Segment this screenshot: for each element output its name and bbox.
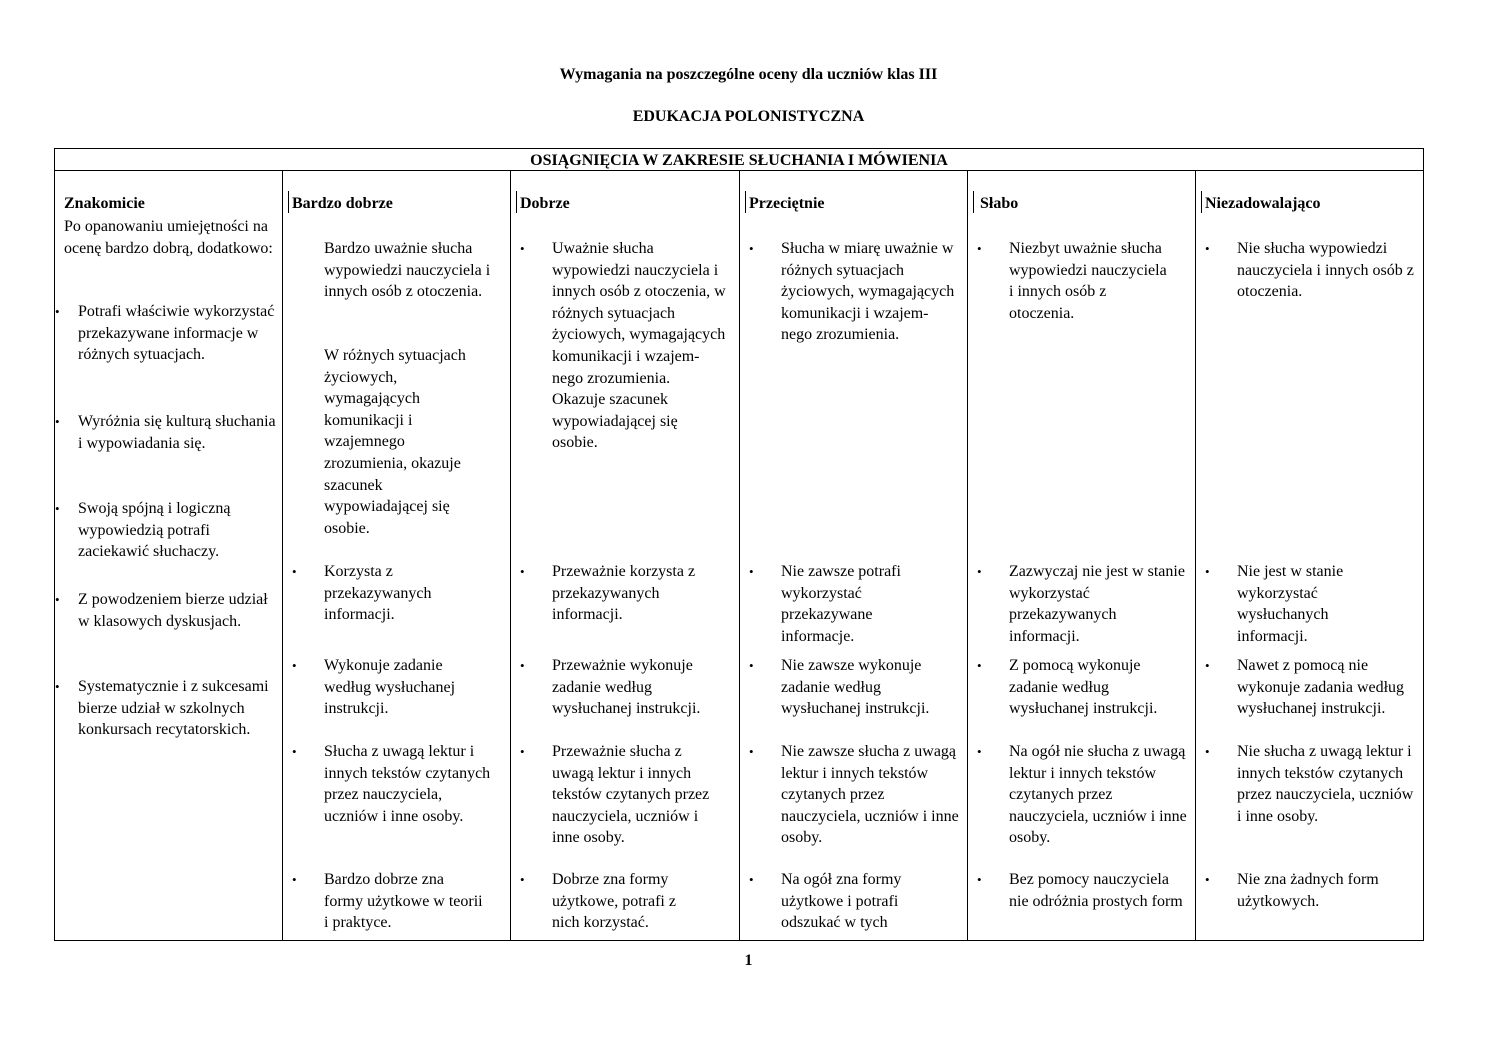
- column-divider: [739, 170, 740, 940]
- list-item: [1205, 869, 1417, 912]
- item-text: Niezbyt uważnie słucha wypowiedzi nauczyciela i innych osób z otoczenia.: [1009, 240, 1167, 322]
- item-text: Potrafi właściwie wykorzystać przekazywane informacje w różnych sytuacjach.: [78, 303, 275, 364]
- item-text: Systematycznie i z sukcesami bierze udział w szkolnych konkursach recytatorskich.: [78, 678, 269, 739]
- document-title: Wymagania na poszczególne oceny dla uczniów klas III: [559, 66, 938, 83]
- bullet: •: [1205, 872, 1210, 887]
- list-item: [520, 655, 732, 720]
- list-item: [292, 345, 504, 539]
- header-tick: [973, 191, 974, 213]
- bullet: •: [1205, 241, 1210, 256]
- item-text: Wykonuje zadanie według wysłuchanej instrukcji.: [324, 657, 456, 718]
- bullet: •: [749, 564, 754, 579]
- item-text: Wyróżnia się kulturą słuchania i wypowiadania się.: [78, 413, 276, 452]
- section-title: OSIĄGNIĘCIA W ZAKRESIE SŁUCHANIA I MÓWIENIA: [530, 152, 948, 169]
- item-text: Nie jest w stanie wykorzystać wysłuchanych informacji.: [1237, 563, 1344, 645]
- list-item: [977, 561, 1189, 647]
- column-header-znakomicie: Znakomicie: [64, 195, 145, 212]
- bullet: •: [55, 414, 60, 429]
- bullet: •: [1205, 744, 1210, 759]
- bullet: •: [55, 679, 60, 694]
- header-tick: [516, 191, 517, 213]
- item-text: Na ogół nie słucha z uwagą lektur i innych tekstów czytanych przez nauczyciela, uczniów i inne osoby.: [1009, 743, 1187, 847]
- bullet: •: [55, 592, 60, 607]
- column-header-slabo: Słabo: [980, 195, 1019, 212]
- bullet: •: [292, 744, 297, 759]
- item-text: Nie zawsze potrafi wykorzystać przekazywane informacje.: [781, 563, 901, 645]
- header-tick: [745, 191, 746, 213]
- bullet: •: [292, 564, 297, 579]
- intro-text: Po opanowaniu umiejętności na ocenę bardzo dobrą, dodatkowo:: [64, 218, 273, 257]
- bullet: •: [520, 564, 525, 579]
- item-text: Przeważnie wykonuje zadanie według wysłuchanej instrukcji.: [552, 657, 701, 718]
- list-item: [520, 561, 732, 626]
- item-text: Z powodzeniem bierze udział w klasowych dyskusjach.: [78, 591, 268, 630]
- item-text: Nie zawsze słucha z uwagą lektur i innych tekstów czytanych przez nauczyciela, uczniów i inne osoby.: [781, 743, 959, 847]
- list-item: [977, 655, 1189, 720]
- list-item: [977, 238, 1189, 324]
- list-item: [292, 741, 504, 827]
- list-item: [977, 869, 1189, 912]
- list-item: [55, 676, 277, 741]
- bullet: •: [977, 658, 982, 673]
- item-text: Słucha w miarę uważnie w różnych sytuacjach życiowych, wymagających komunikacji i wzajem-nego zrozumienia.: [781, 240, 955, 344]
- item-text: Bardzo dobrze zna formy użytkowe w teorii i praktyce.: [324, 871, 483, 932]
- subject-title: EDUKACJA POLONISTYCZNA: [632, 108, 865, 125]
- list-item: [977, 741, 1189, 849]
- item-text: Nie zawsze wykonuje zadanie według wysłuchanej instrukcji.: [781, 657, 930, 718]
- list-item: [55, 589, 277, 632]
- bullet: •: [977, 241, 982, 256]
- list-item: [749, 238, 961, 346]
- requirements-table: [54, 148, 1424, 941]
- list-item: [520, 741, 732, 849]
- list-item: [292, 869, 504, 934]
- column-divider: [967, 170, 968, 940]
- bullet: •: [749, 872, 754, 887]
- item-text: Nie słucha wypowiedzi nauczyciela i innych osób z otoczenia.: [1237, 240, 1414, 301]
- item-text: Bardzo uważnie słucha wypowiedzi nauczyciela i innych osób z otoczenia.: [324, 240, 491, 301]
- bullet: •: [55, 304, 60, 319]
- bullet: •: [520, 872, 525, 887]
- bullet: •: [1205, 564, 1210, 579]
- bullet: •: [977, 744, 982, 759]
- item-text: Przeważnie słucha z uwagą lektur i innych tekstów czytanych przez nauczyciela, uczniów i inne osoby.: [552, 743, 710, 847]
- column-header-niezadowalajaco: Niezadowalająco: [1205, 195, 1321, 212]
- bullet: •: [1205, 658, 1210, 673]
- bullet: •: [55, 501, 60, 516]
- column-divider: [282, 170, 283, 940]
- bullet: •: [292, 658, 297, 673]
- list-item: [749, 869, 961, 934]
- list-item: [292, 655, 504, 720]
- item-text: Nie słucha z uwagą lektur i innych tekstów czytanych przez nauczyciela, uczniów i inne osoby.: [1237, 743, 1414, 825]
- bullet: •: [749, 744, 754, 759]
- column-divider: [1195, 170, 1196, 940]
- bullet: •: [977, 872, 982, 887]
- item-text: Na ogół zna formy użytkowe i potrafi odszukać w tych: [781, 871, 902, 932]
- item-text: Uważnie słucha wypowiedzi nauczyciela i innych osób z otoczenia, w różnych sytuacjach życiowych, wymagających komunikacji i wzajem-nego zrozumienia. Okazuje szacunek wypowiadającej się osobie.: [552, 240, 726, 452]
- header-tick: [1201, 191, 1202, 213]
- header-tick: [288, 191, 289, 213]
- item-text: Słucha z uwagą lektur i innych tekstów czytanych przez nauczyciela, uczniów i inne osoby.: [324, 743, 491, 825]
- list-item: [520, 869, 732, 934]
- list-item: [1205, 741, 1417, 827]
- bullet: •: [977, 564, 982, 579]
- list-item: [1205, 561, 1417, 647]
- list-item: [55, 301, 277, 366]
- bullet: •: [520, 658, 525, 673]
- list-item: [749, 561, 961, 647]
- item-text: Nawet z pomocą nie wykonuje zadania według wysłuchanej instrukcji.: [1237, 657, 1405, 718]
- bullet: •: [520, 744, 525, 759]
- item-text: W różnych sytuacjach życiowych, wymagających komunikacji i wzajemnego zrozumienia, okazuje szacunek wypowiadającej się osobie.: [324, 347, 466, 537]
- item-text: Zazwyczaj nie jest w stanie wykorzystać przekazywanych informacji.: [1009, 563, 1185, 645]
- list-item: [292, 238, 504, 303]
- bullet: •: [749, 658, 754, 673]
- list-item: [55, 498, 277, 563]
- column-header-przecietnie: Przeciętnie: [749, 195, 825, 212]
- list-item: [749, 655, 961, 720]
- item-text: Dobrze zna formy użytkowe, potrafi z nich korzystać.: [552, 871, 676, 932]
- list-item: [520, 238, 732, 454]
- item-text: Nie zna żadnych form użytkowych.: [1237, 871, 1379, 910]
- bullet: •: [292, 872, 297, 887]
- item-text: Z pomocą wykonuje zadanie według wysłuchanej instrukcji.: [1009, 657, 1158, 718]
- column-header-dobrze: Dobrze: [520, 195, 570, 212]
- list-item: [749, 741, 961, 849]
- bullet: •: [749, 241, 754, 256]
- list-item: [1205, 655, 1417, 720]
- list-item: [55, 411, 277, 454]
- item-text: Korzysta z przekazywanych informacji.: [324, 563, 432, 624]
- item-text: Bez pomocy nauczyciela nie odróżnia prostych form: [1009, 871, 1183, 910]
- list-item: [292, 561, 504, 626]
- item-text: Swoją spójną i logiczną wypowiedzią potrafi zaciekawić słuchaczy.: [78, 500, 231, 561]
- list-item: [1205, 238, 1417, 303]
- page-number: 1: [744, 952, 753, 969]
- bullet: •: [520, 241, 525, 256]
- column-header-bardzo-dobrze: Bardzo dobrze: [292, 195, 393, 212]
- item-text: Przeważnie korzysta z przekazywanych informacji.: [552, 563, 696, 624]
- column-divider: [510, 170, 511, 940]
